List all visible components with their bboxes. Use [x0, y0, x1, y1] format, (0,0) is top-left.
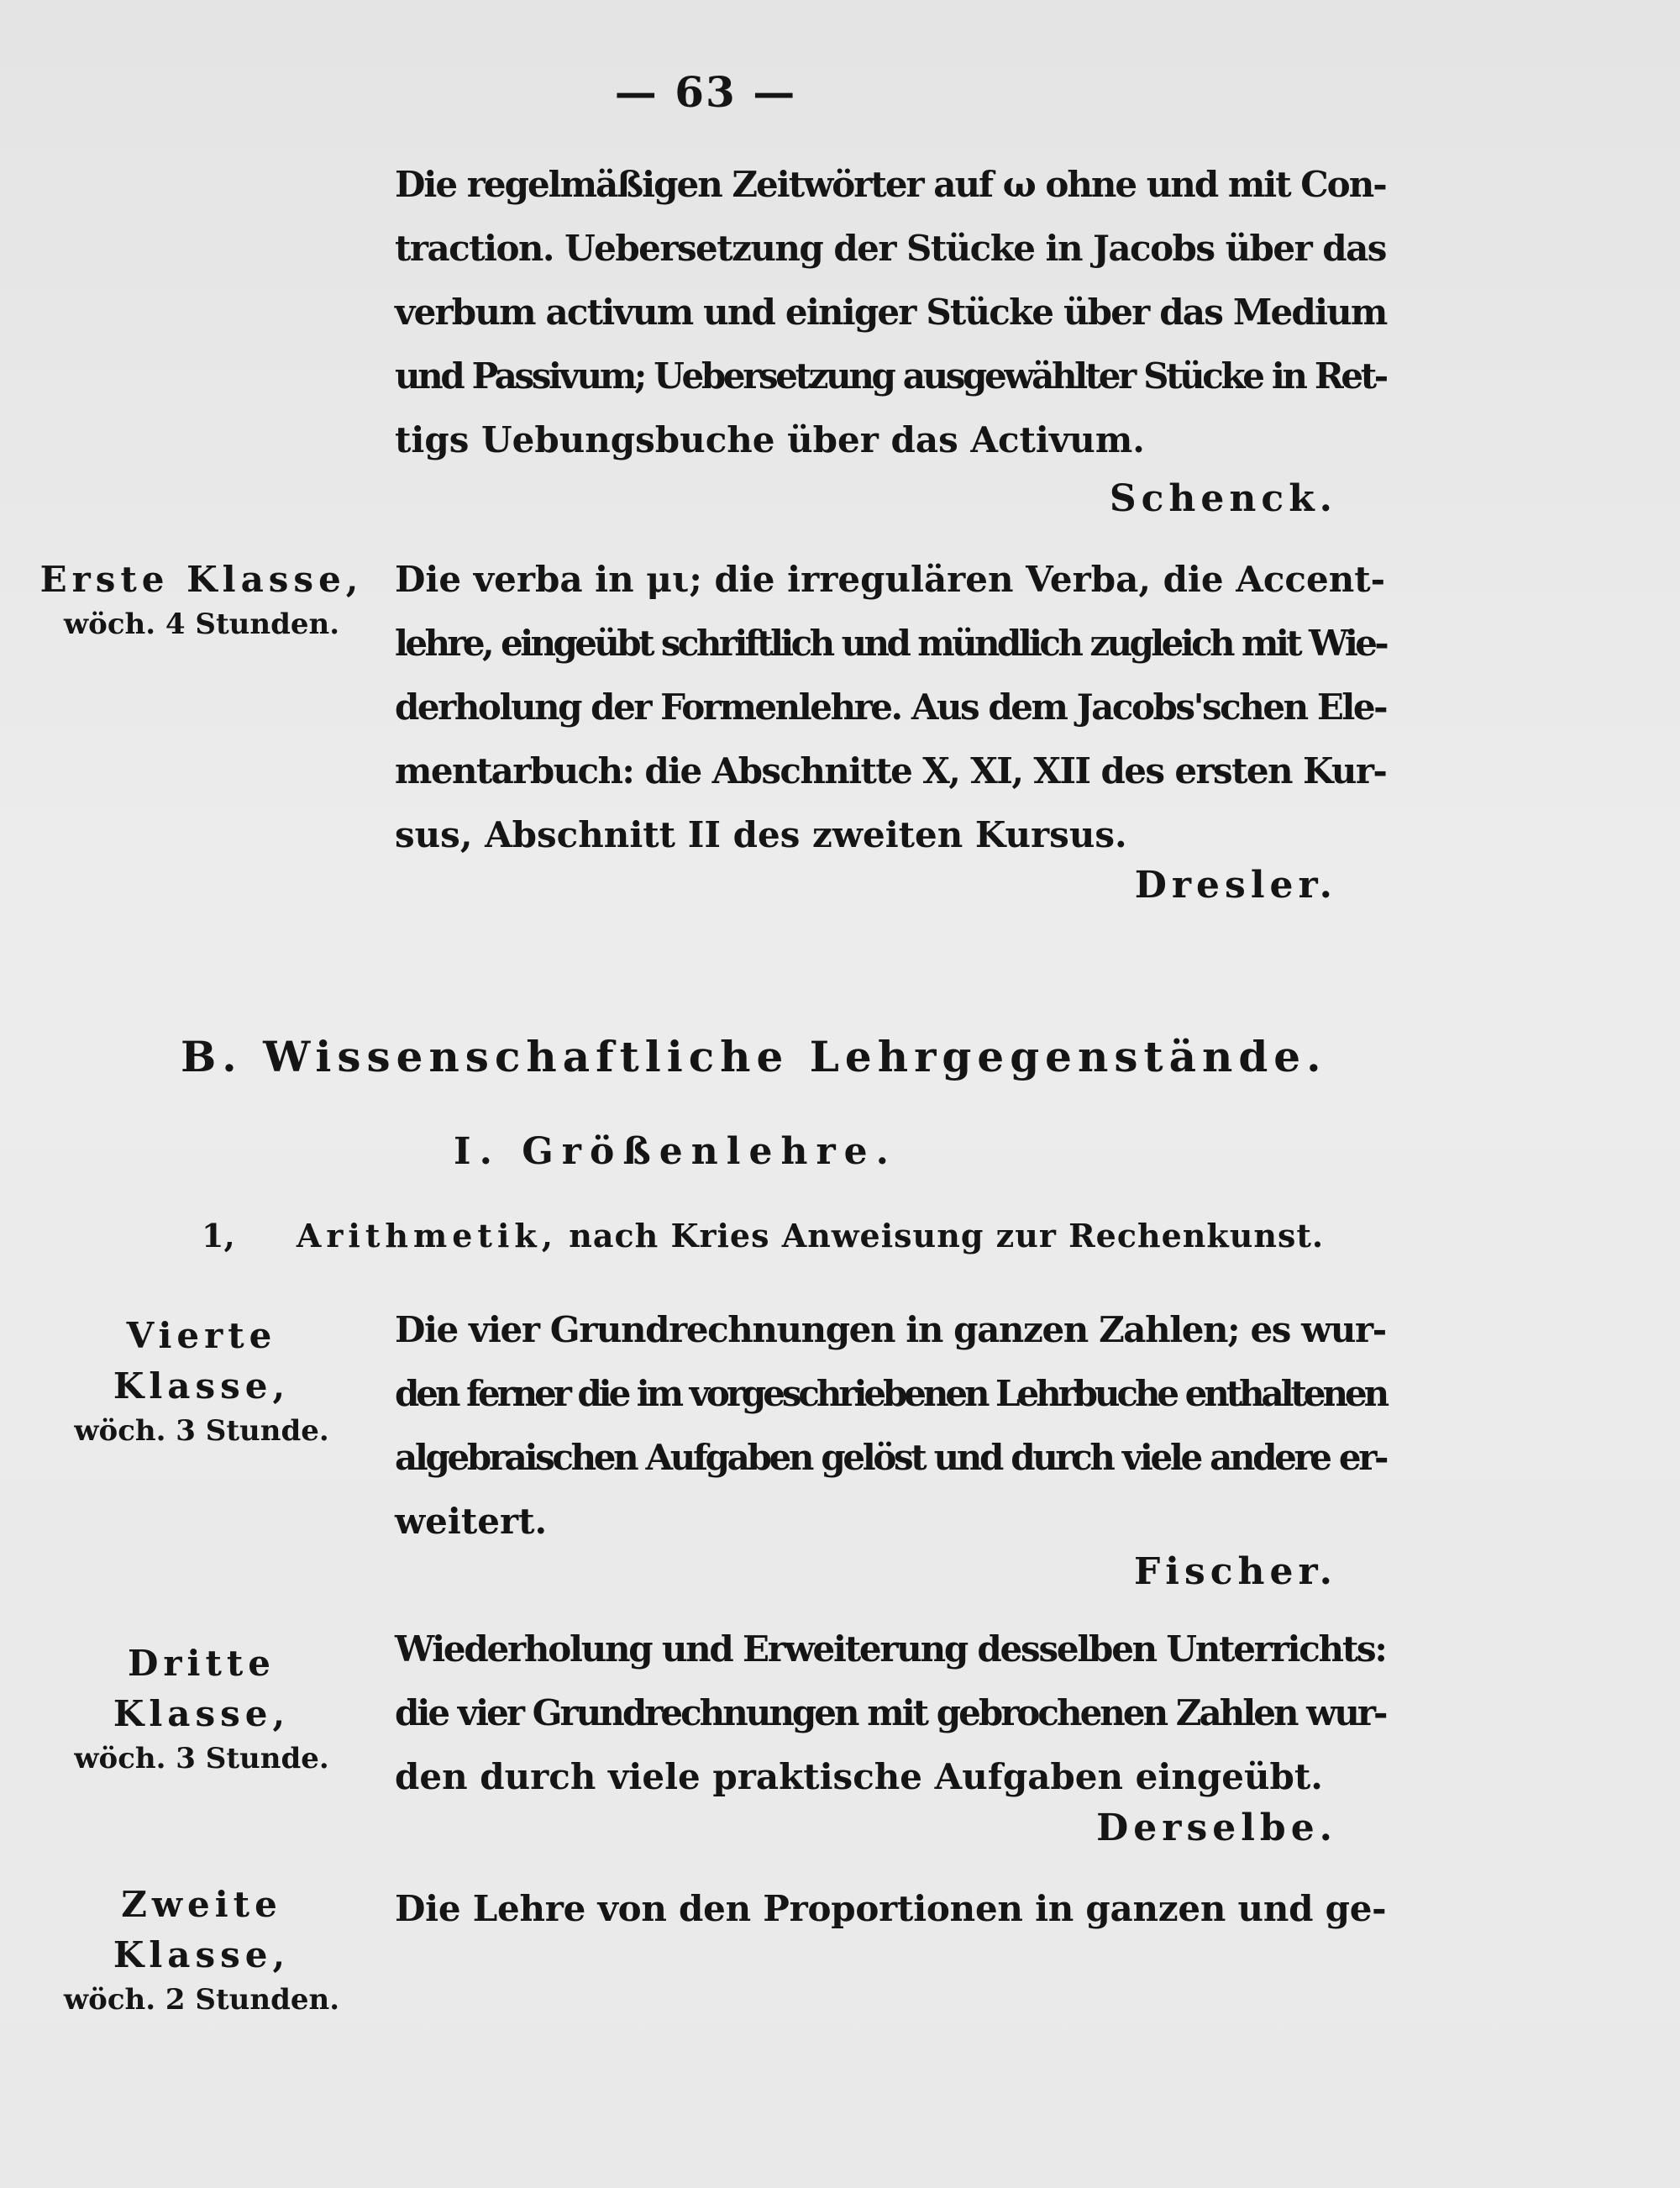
vierte-paragraph: [395, 1298, 1386, 1554]
dritte-paragraph: [395, 1617, 1386, 1809]
signature-derselbe: Derselbe.: [1096, 1807, 1337, 1849]
class-hours: wöch. 3 Stunde.: [74, 1414, 329, 1448]
class-name: Erste Klasse,: [39, 559, 364, 600]
intro-paragraph: [395, 153, 1386, 472]
class-name: Vierte Klasse,: [113, 1315, 291, 1407]
text-line: weitert.: [395, 1501, 548, 1542]
text-line: derholung der Formenlehre. Aus dem Jacobs'schen Ele-: [395, 686, 1387, 728]
class-label-dritte: [34, 1638, 370, 1778]
class-label-erste: [34, 555, 370, 644]
text-line: mentarbuch: die Abschnitte X, XI, XII des ersten Kur-: [395, 750, 1387, 792]
class-hours: wöch. 4 Stunden.: [63, 607, 340, 641]
page-number: — 63 —: [614, 67, 797, 117]
text-line: den ferner die im vorgeschriebenen Lehrbuche enthaltenen: [395, 1373, 1387, 1414]
topic-name: Arithmetik,: [296, 1217, 558, 1254]
class-label-zweite: [34, 1880, 370, 2019]
topic-source: nach Kries Anweisung zur Rechenkunst.: [569, 1217, 1325, 1254]
signature-fischer: Fischer.: [1134, 1550, 1337, 1593]
topic-heading: [202, 1217, 1324, 1254]
class-label-vierte: [34, 1311, 370, 1450]
erste-paragraph: [395, 548, 1386, 867]
text-line: Die vier Grundrechnungen in ganzen Zahlen; es wur-: [395, 1309, 1386, 1350]
text-line: und Passivum; Uebersetzung ausgewählter Stücke in Ret-: [395, 355, 1386, 397]
class-hours: wöch. 2 Stunden.: [63, 1983, 340, 2017]
text-line: verbum activum und einiger Stücke über das Medium: [395, 292, 1387, 333]
topic-number: 1,: [202, 1217, 235, 1254]
signature-schenck: Schenck.: [1109, 477, 1337, 520]
text-line: Die verba in μι; die irregulären Verba, die Accent-: [395, 559, 1386, 600]
text-line: sus, Abschnitt II des zweiten Kursus.: [395, 814, 1127, 855]
signature-dresler: Dresler.: [1134, 864, 1337, 907]
class-hours: wöch. 3 Stunde.: [74, 1742, 329, 1775]
text-line: den durch viele praktische Aufgaben eingeübt.: [395, 1756, 1323, 1797]
class-name: Dritte Klasse,: [113, 1643, 291, 1734]
text-line: algebraischen Aufgaben gelöst und durch viele andere er-: [395, 1437, 1387, 1478]
text-line: Die regelmäßigen Zeitwörter auf ω ohne und mit Con-: [395, 164, 1386, 205]
section-heading: B. Wissenschaftliche Lehrgegenstände.: [181, 1032, 1327, 1081]
subsection-heading: I. Größenlehre.: [454, 1130, 897, 1173]
text-line: Wiederholung und Erweiterung desselben Unterrichts:: [395, 1628, 1386, 1670]
text-line: lehre, eingeübt schriftlich und mündlich zugleich mit Wie-: [395, 623, 1387, 664]
zweite-paragraph: [395, 1877, 1386, 1941]
text-line: tigs Uebungsbuche über das Activum.: [395, 419, 1145, 460]
text-line: die vier Grundrechnungen mit gebrochenen Zahlen wur-: [395, 1692, 1386, 1733]
class-name: Zweite Klasse,: [113, 1884, 291, 1975]
text-line: Die Lehre von den Proportionen in ganzen und ge-: [395, 1888, 1387, 1929]
text-line: traction. Uebersetzung der Stücke in Jacobs über das: [395, 228, 1386, 269]
